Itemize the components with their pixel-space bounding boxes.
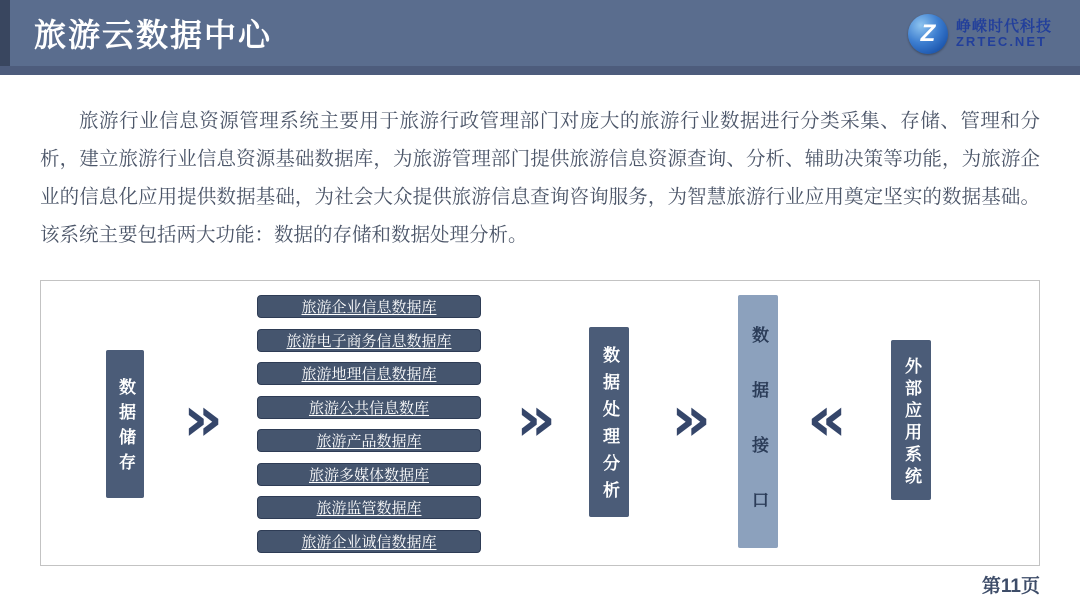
database-list	[257, 295, 481, 553]
company-logo	[908, 14, 1052, 54]
database-item-ecommerce-info: 旅游电子商务信息数据库	[257, 329, 481, 352]
header-bar	[0, 0, 1080, 66]
database-item-supervision: 旅游监管数据库	[257, 496, 481, 519]
dataflow-diagram-panel	[40, 280, 1040, 566]
storage-box: 数据储存	[106, 350, 144, 498]
flow-arrow-right-2-icon: »	[515, 382, 557, 455]
database-item-geographic-info: 旅游地理信息数据库	[257, 362, 481, 385]
intro-paragraph: 旅游行业信息资源管理系统主要用于旅游行政管理部门对庞大的旅游行业数据进行分类采集、存储、管理和分析，建立旅游行业信息资源基础数据库，为旅游管理部门提供旅游信息资源查询、分析、辅助决策等功能，为旅游企业的信息化应用提供数据基础，为社会大众提供旅游信息查询咨询服务，为智慧旅游行业应用奠定坚实的数据基础。该系统主要包括两大功能：数据的存储和数据处理分析。	[40, 110, 1040, 246]
database-item-enterprise-info: 旅游企业信息数据库	[257, 295, 481, 318]
processing-box: 数据处理分析	[589, 327, 629, 517]
logo-company-name: 峥嵘时代科技	[955, 17, 1052, 35]
header-bottom-band	[0, 66, 1080, 75]
flow-arrow-right-3-icon: »	[670, 382, 712, 455]
flow-arrow-left-icon: «	[806, 382, 848, 455]
logo-z-icon: Z	[908, 14, 948, 54]
logo-domain: ZRTEC.NET	[955, 34, 1047, 50]
flow-arrow-right-1-icon: »	[182, 382, 224, 455]
logo-text-block	[956, 18, 1052, 50]
header-accent-stripe	[0, 0, 10, 75]
database-item-multimedia: 旅游多媒体数据库	[257, 463, 481, 486]
page-title: 旅游云数据中心	[34, 17, 273, 53]
database-item-product: 旅游产品数据库	[257, 429, 481, 452]
external-systems-box: 外部应用系统	[891, 340, 931, 500]
data-interface-box: 数据接口	[738, 295, 778, 548]
database-item-enterprise-credit: 旅游企业诚信数据库	[257, 530, 481, 553]
page-number: 第11页	[981, 576, 1040, 597]
database-item-public-info: 旅游公共信息数库	[257, 396, 481, 419]
